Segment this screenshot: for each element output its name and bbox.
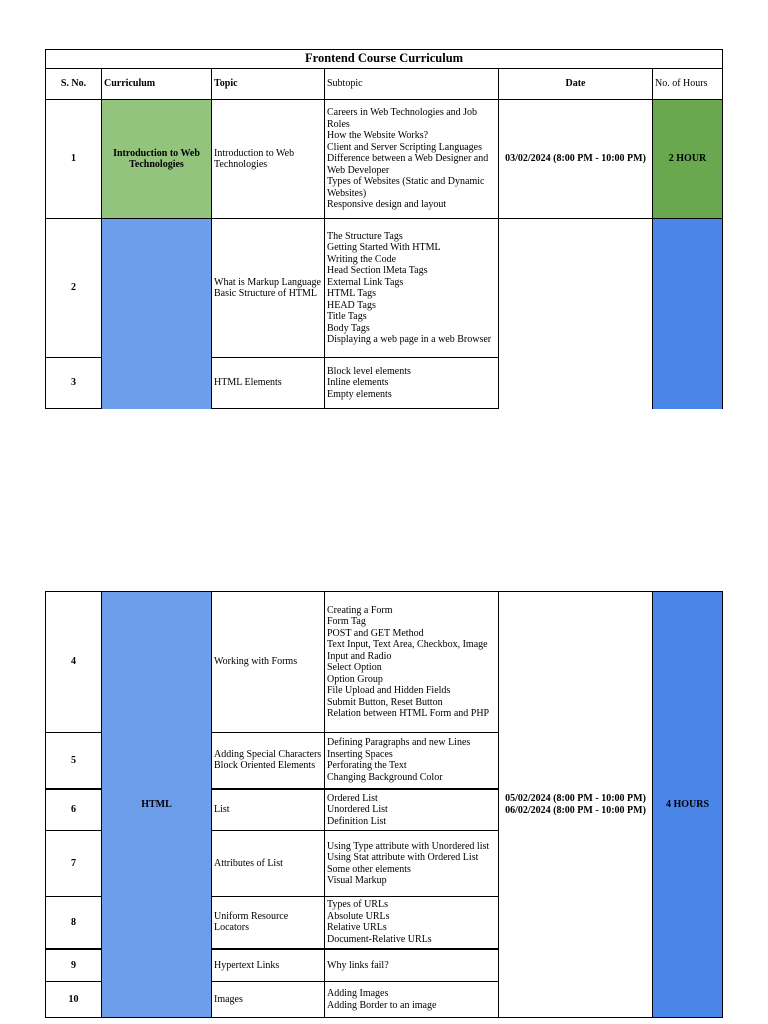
subtopic-line: Using Stat attribute with Ordered List bbox=[327, 852, 479, 863]
row-topic: HTML Elements bbox=[212, 358, 325, 409]
subtopic-line: Changing Background Color bbox=[327, 771, 443, 783]
row-subtopics bbox=[325, 219, 499, 358]
subtopic-line: Unordered List bbox=[327, 804, 388, 815]
subtopic-line: Roles bbox=[327, 118, 350, 130]
row-topic: Introduction to Web Technologies bbox=[212, 100, 325, 219]
row-curriculum: HTML bbox=[102, 592, 212, 1018]
header-sno: S. No. bbox=[46, 69, 102, 100]
subtopic-line: Option Group bbox=[327, 673, 383, 685]
row-sno: 7 bbox=[46, 831, 102, 897]
row-hours: 2 HOUR bbox=[653, 100, 723, 219]
row-subtopics bbox=[325, 100, 499, 219]
topic-line: Uniform Resource bbox=[214, 910, 289, 922]
row-subtopics: Why links fail? bbox=[325, 949, 499, 982]
subtopic-line: Types of Websites (Static and Dynamic bbox=[327, 176, 485, 188]
subtopic-line: POST and GET Method bbox=[327, 627, 424, 639]
row-subtopics bbox=[325, 789, 499, 831]
header-hours: No. of Hours bbox=[653, 69, 723, 100]
header-date: Date bbox=[499, 69, 653, 100]
subtopic-line: Body Tags bbox=[327, 322, 370, 334]
subtopic-line: How the Website Works? bbox=[327, 130, 429, 142]
subtopic-line: Inserting Spaces bbox=[327, 748, 393, 760]
row-subtopics bbox=[325, 733, 499, 789]
subtopic-line: Definition List bbox=[327, 815, 387, 827]
subtopic-line: Document-Relative URLs bbox=[327, 933, 432, 945]
subtopic-line: Websites) bbox=[327, 187, 367, 199]
table-row bbox=[46, 100, 723, 219]
row-sno: 1 bbox=[46, 100, 102, 219]
subtopic-line: Careers in Web Technologies and Job bbox=[327, 107, 478, 119]
row-sno: 9 bbox=[46, 949, 102, 982]
subtopic-line: Types of URLs bbox=[327, 899, 388, 910]
row-sno: 4 bbox=[46, 592, 102, 733]
row-topic: Attributes of List bbox=[212, 831, 325, 897]
subtopic-line: External Link Tags bbox=[327, 276, 404, 288]
subtopic-line: Web Developer bbox=[327, 164, 390, 176]
subtopic-line: Select Option bbox=[327, 662, 382, 673]
subtopic-line: Text Input, Text Area, Checkbox, Image bbox=[327, 639, 488, 650]
row-date bbox=[499, 592, 653, 1018]
subtopic-line: Using Type attribute with Unordered list bbox=[327, 840, 490, 852]
row-curriculum: Introduction to Web Technologies bbox=[102, 100, 212, 219]
subtopic-line: Adding Border to an image bbox=[327, 999, 437, 1011]
subtopic-line: Relative URLs bbox=[327, 922, 387, 933]
row-sno: 3 bbox=[46, 358, 102, 409]
table-row bbox=[46, 592, 723, 733]
subtopic-line: The Structure Tags bbox=[327, 230, 403, 242]
subtopic-line: Visual Markup bbox=[327, 875, 387, 886]
header-row bbox=[46, 69, 723, 100]
subtopic-line: Writing the Code bbox=[327, 253, 397, 265]
subtopic-line: Client and Server Scripting Languages bbox=[327, 141, 482, 153]
row-sno: 10 bbox=[46, 982, 102, 1018]
subtopic-line: Submit Button, Reset Button bbox=[327, 696, 443, 708]
row-topic: List bbox=[212, 789, 325, 831]
subtopic-line: Displaying a web page in a web Browser bbox=[327, 334, 492, 345]
subtopic-line: Relation between HTML Form and PHP bbox=[327, 708, 490, 719]
subtopic-line: Some other elements bbox=[327, 863, 411, 875]
topic-line: What is Markup Language bbox=[214, 276, 321, 288]
row-topic: Images bbox=[212, 982, 325, 1018]
row-sno: 5 bbox=[46, 733, 102, 789]
subtopic-line: HEAD Tags bbox=[327, 299, 376, 311]
row-subtopics bbox=[325, 831, 499, 897]
date-block-empty bbox=[499, 219, 653, 409]
row-topic: Working with Forms bbox=[212, 592, 325, 733]
subtopic-line: Creating a Form bbox=[327, 604, 393, 616]
curriculum-table-2 bbox=[45, 591, 723, 1018]
row-hours: 4 HOURS bbox=[653, 592, 723, 1018]
row-subtopics bbox=[325, 358, 499, 409]
subtopic-line: HTML Tags bbox=[327, 288, 377, 299]
row-subtopics bbox=[325, 897, 499, 949]
row-topic bbox=[212, 897, 325, 949]
topic-line: Basic Structure of HTML bbox=[214, 288, 318, 299]
subtopic-line: Ordered List bbox=[327, 792, 378, 804]
topic-line: Locators bbox=[214, 922, 249, 934]
row-subtopics bbox=[325, 982, 499, 1018]
hours-block bbox=[653, 219, 723, 409]
topic-line: Block Oriented Elements bbox=[214, 760, 316, 772]
row-topic: Hypertext Links bbox=[212, 949, 325, 982]
subtopic-line: Empty elements bbox=[327, 388, 392, 400]
row-sno: 2 bbox=[46, 219, 102, 358]
subtopic-line: Input and Radio bbox=[327, 650, 392, 662]
topic-line: Adding Special Characters bbox=[214, 748, 322, 760]
subtopic-line: Inline elements bbox=[327, 377, 389, 389]
row-sno: 6 bbox=[46, 789, 102, 831]
table-title: Frontend Course Curriculum bbox=[46, 50, 723, 69]
subtopic-line: Form Tag bbox=[327, 616, 366, 627]
subtopic-line: Defining Paragraphs and new Lines bbox=[327, 737, 471, 749]
subtopic-line: Adding Images bbox=[327, 988, 389, 999]
header-topic: Topic bbox=[212, 69, 325, 100]
curriculum-table-1 bbox=[45, 49, 723, 409]
subtopic-line: Difference between a Web Designer and bbox=[327, 153, 489, 165]
header-subtopic: Subtopic bbox=[325, 69, 499, 100]
row-subtopics bbox=[325, 592, 499, 733]
date-line: 05/02/2024 (8:00 PM - 10:00 PM) bbox=[505, 793, 646, 804]
row-topic bbox=[212, 219, 325, 358]
curriculum-block-html bbox=[102, 219, 212, 409]
row-sno: 8 bbox=[46, 897, 102, 949]
subtopic-line: Block level elements bbox=[327, 365, 411, 377]
subtopic-line: File Upload and Hidden Fields bbox=[327, 685, 451, 696]
date-line: 06/02/2024 (8:00 PM - 10:00 PM) bbox=[505, 804, 646, 816]
subtopic-line: Absolute URLs bbox=[327, 910, 390, 922]
subtopic-line: Head Section lMeta Tags bbox=[327, 265, 428, 276]
table-row bbox=[46, 219, 723, 358]
subtopic-line: Responsive design and layout bbox=[327, 199, 447, 211]
subtopic-line: Perforating the Text bbox=[327, 760, 407, 772]
subtopic-line: Title Tags bbox=[327, 311, 367, 322]
row-date: 03/02/2024 (8:00 PM - 10:00 PM) bbox=[499, 100, 653, 219]
header-curriculum: Curriculum bbox=[102, 69, 212, 100]
row-topic bbox=[212, 733, 325, 789]
subtopic-line: Getting Started With HTML bbox=[327, 242, 441, 253]
